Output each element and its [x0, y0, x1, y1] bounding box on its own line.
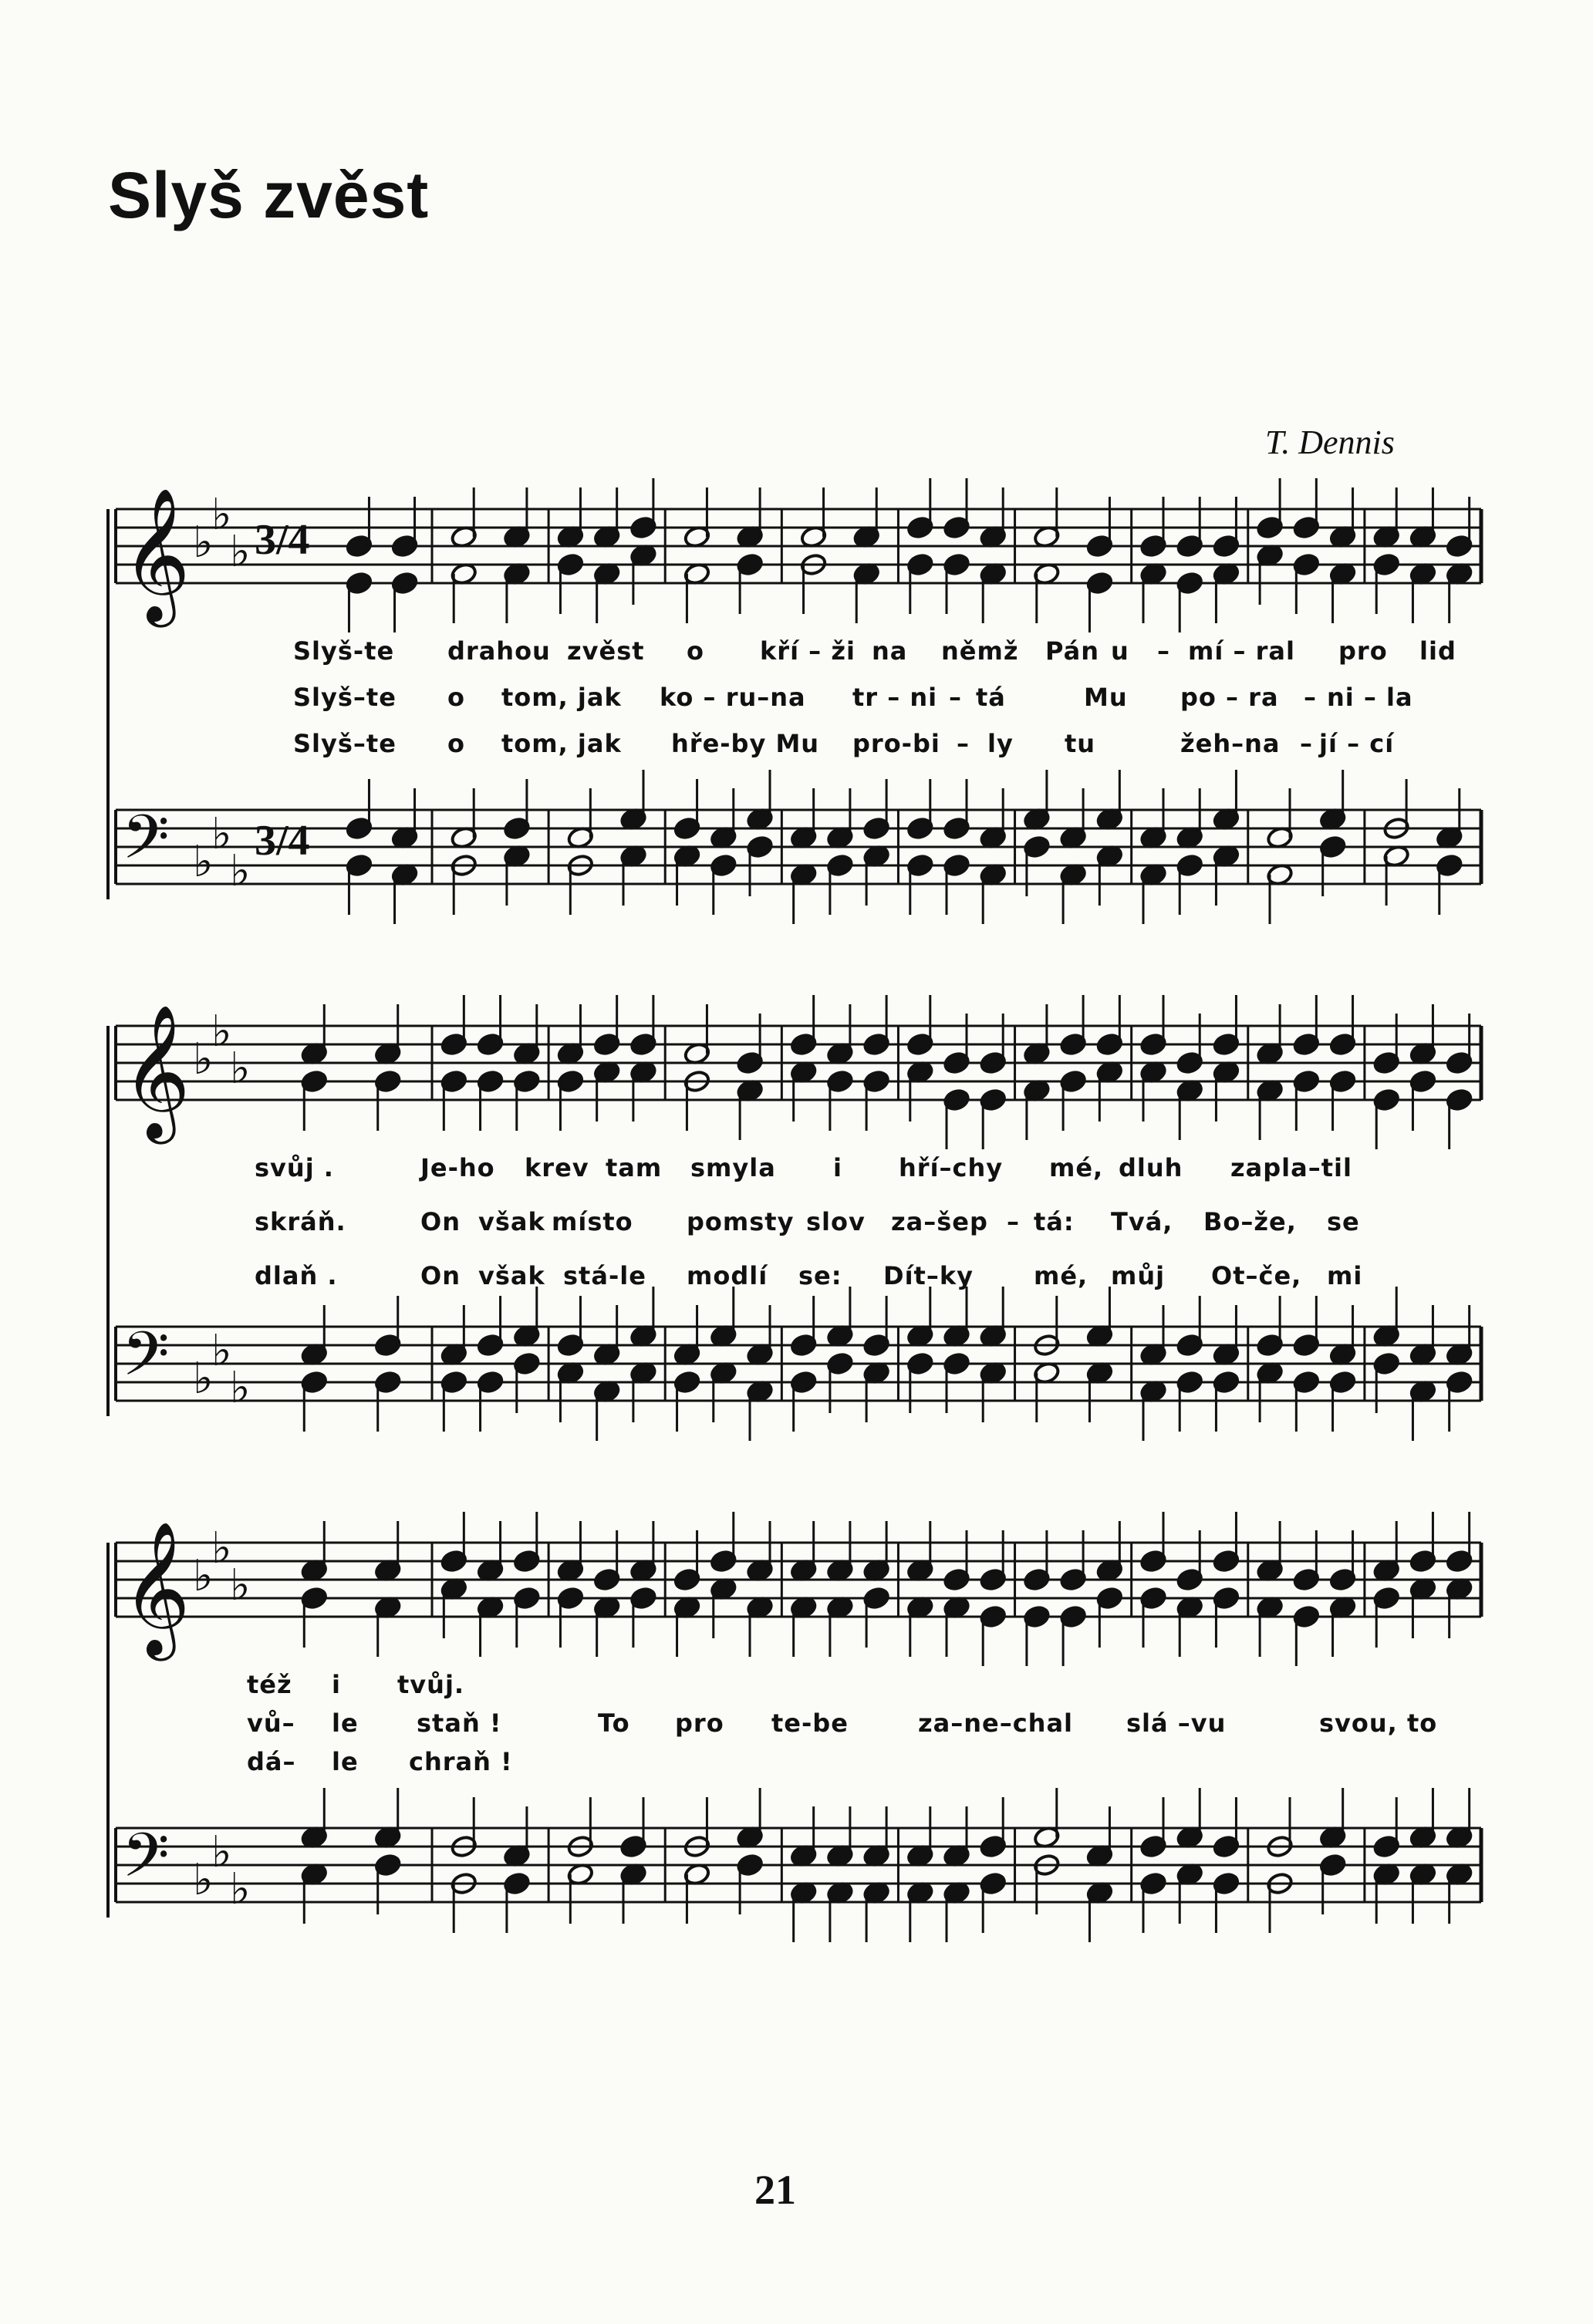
lyric-syllable: Ot–če, [1211, 1261, 1302, 1290]
lyric-syllable: – [1157, 636, 1170, 666]
lyric-syllable: mé, [1034, 1261, 1088, 1290]
lyric-syllable: o [447, 683, 465, 712]
lyric-syllable: Pán [1045, 636, 1099, 666]
lyric-syllable: i [332, 1670, 341, 1699]
song-title: Slyš zvěst [108, 159, 430, 231]
system-brace [106, 509, 110, 899]
lyric-syllable: tom, jak [501, 683, 622, 712]
lyric-syllable: tvůj. [397, 1670, 465, 1699]
flat-sign: ♭ [230, 1864, 251, 1914]
flat-sign: ♭ [211, 490, 232, 540]
bass-clef: 𝄢 [122, 801, 170, 888]
lyric-syllable: pro-bi [852, 729, 940, 758]
lyric-syllable: mi [1327, 1261, 1363, 1290]
lyric-syllable: skráň. [255, 1207, 346, 1236]
lyric-syllable: však [478, 1207, 545, 1236]
flat-sign: ♭ [193, 1354, 214, 1404]
system-brace [106, 1543, 110, 1918]
lyric-syllable: ko – ru–na [660, 683, 806, 712]
lyric-syllable: pro [675, 1708, 724, 1738]
flat-sign: ♭ [193, 1034, 214, 1084]
lyric-syllable: o [687, 636, 704, 666]
lyric-syllable: slov [806, 1207, 866, 1236]
lyric-syllable: tá [976, 683, 1006, 712]
lyric-syllable: On [420, 1261, 461, 1290]
lyric-syllable: též [247, 1670, 292, 1699]
flat-sign: ♭ [193, 1855, 214, 1905]
lyrics-verse-3 [100, 729, 1489, 760]
lyrics-verse-2 [100, 683, 1489, 713]
lyric-syllable: tam [606, 1153, 663, 1182]
lyrics-verse-1 [100, 1153, 1489, 1184]
lyric-syllable: lid [1419, 636, 1456, 666]
lyric-syllable: Slyš–te [293, 729, 397, 758]
lyrics-verse-1 [100, 636, 1489, 667]
lyrics-verse-1 [100, 1670, 1489, 1701]
lyric-syllable: hří–chy [899, 1153, 1004, 1182]
lyric-syllable: můj [1111, 1261, 1166, 1290]
flat-sign: ♭ [211, 1326, 232, 1376]
flat-sign: ♭ [230, 1363, 251, 1413]
treble-staff [100, 1004, 1489, 1138]
lyric-syllable: Slyš-te [293, 636, 395, 666]
lyric-syllable: ly [987, 729, 1014, 758]
lyric-syllable: On [420, 1207, 461, 1236]
lyric-syllable: – [1007, 1207, 1020, 1236]
system-brace [106, 1026, 110, 1416]
lyric-syllable: Je-ho [420, 1153, 495, 1182]
flat-sign: ♭ [193, 837, 214, 887]
lyric-syllable: svou, to [1319, 1708, 1438, 1738]
lyric-syllable: – [957, 729, 970, 758]
composer-credit: T. Dennis [1265, 423, 1395, 461]
bass-clef: 𝄢 [122, 1820, 170, 1906]
bass-clef: 𝄢 [122, 1318, 170, 1405]
lyric-syllable: le [332, 1708, 359, 1738]
lyric-syllable: tá: [1034, 1207, 1075, 1236]
lyric-syllable: žeh–na [1180, 729, 1281, 758]
flat-sign: ♭ [230, 846, 251, 896]
music-system-3 [100, 1521, 1489, 1928]
lyric-syllable: Dít–ky [883, 1261, 974, 1290]
lyric-syllable: za–šep [891, 1207, 988, 1236]
lyric-syllable: kří – ži [760, 636, 856, 666]
lyric-syllable: i [833, 1153, 842, 1182]
lyric-syllable: stá-le [563, 1261, 646, 1290]
lyric-syllable: svůj . [255, 1153, 334, 1182]
lyric-syllable: modlí [687, 1261, 768, 1290]
page-number: 21 [754, 2167, 796, 2213]
flat-sign: ♭ [193, 518, 214, 568]
flat-sign: ♭ [211, 1827, 232, 1877]
lyric-syllable: dlaň . [255, 1261, 338, 1290]
lyric-syllable: Mu [1084, 683, 1128, 712]
lyric-syllable: vů– [247, 1708, 295, 1738]
lyric-syllable: – [1304, 683, 1317, 712]
lyrics-verse-3 [100, 1747, 1489, 1778]
lyric-syllable: po – ra [1180, 683, 1279, 712]
lyric-syllable: zapla–til [1230, 1153, 1352, 1182]
flat-sign: ♭ [211, 809, 232, 859]
lyric-syllable: – [1300, 729, 1313, 758]
lyric-syllable: němž [941, 636, 1019, 666]
lyric-syllable: se [1327, 1207, 1360, 1236]
lyric-syllable: mí – ral [1188, 636, 1295, 666]
lyric-syllable: se: [798, 1261, 842, 1290]
bass-staff [100, 1311, 1489, 1435]
flat-sign: ♭ [230, 527, 251, 577]
treble-clef: 𝄞 [122, 487, 191, 622]
bass-staff [100, 1813, 1489, 1936]
lyric-syllable: To [598, 1708, 630, 1738]
treble-staff [100, 487, 1489, 622]
time-signature: 3/4 [255, 817, 310, 865]
music-system-2 [100, 1004, 1489, 1413]
lyric-syllable: zvěst [567, 636, 645, 666]
lyric-syllable: pro [1338, 636, 1388, 666]
music-system-1 [100, 487, 1489, 896]
time-signature: 3/4 [255, 516, 310, 564]
lyric-syllable: Slyš–te [293, 683, 397, 712]
lyric-syllable: však [478, 1261, 545, 1290]
lyric-syllable: místo [552, 1207, 633, 1236]
lyric-syllable: tom, jak [501, 729, 622, 758]
lyric-syllable: o [447, 729, 465, 758]
bass-staff [100, 794, 1489, 918]
lyric-syllable: Tvá, [1111, 1207, 1173, 1236]
lyric-syllable: smyla [690, 1153, 776, 1182]
lyric-syllable: le [332, 1747, 359, 1776]
flat-sign: ♭ [211, 1523, 232, 1574]
lyric-syllable: dluh [1119, 1153, 1183, 1182]
lyric-syllable: staň ! [417, 1708, 502, 1738]
lyric-syllable: te-be [771, 1708, 849, 1738]
lyric-syllable: pomsty [687, 1207, 795, 1236]
lyric-syllable: krev [525, 1153, 589, 1182]
lyric-syllable: hře-by Mu [671, 729, 820, 758]
lyric-syllable: tu [1065, 729, 1096, 758]
lyric-syllable: dá– [247, 1747, 296, 1776]
treble-staff [100, 1521, 1489, 1655]
lyric-syllable: u [1111, 636, 1129, 666]
lyric-syllable: tr – ni [852, 683, 938, 712]
lyric-syllable: na [872, 636, 908, 666]
lyrics-verse-2 [100, 1708, 1489, 1739]
lyric-syllable: drahou [447, 636, 551, 666]
lyric-syllable: slá –vu [1126, 1708, 1227, 1738]
lyric-syllable: mé, [1049, 1153, 1104, 1182]
lyric-syllable: ni – la [1327, 683, 1413, 712]
lyric-syllable: Bo–že, [1203, 1207, 1297, 1236]
lyrics-verse-3 [100, 1261, 1489, 1292]
lyrics-verse-2 [100, 1207, 1489, 1238]
lyric-syllable: jí – cí [1319, 729, 1395, 758]
flat-sign: ♭ [230, 1044, 251, 1094]
flat-sign: ♭ [193, 1551, 214, 1601]
treble-clef: 𝄞 [122, 1004, 191, 1138]
lyric-syllable: – [949, 683, 962, 712]
lyric-syllable: za–ne–chal [918, 1708, 1074, 1738]
treble-clef: 𝄞 [122, 1521, 191, 1655]
flat-sign: ♭ [230, 1560, 251, 1611]
flat-sign: ♭ [211, 1007, 232, 1057]
lyric-syllable: chraň ! [409, 1747, 513, 1776]
